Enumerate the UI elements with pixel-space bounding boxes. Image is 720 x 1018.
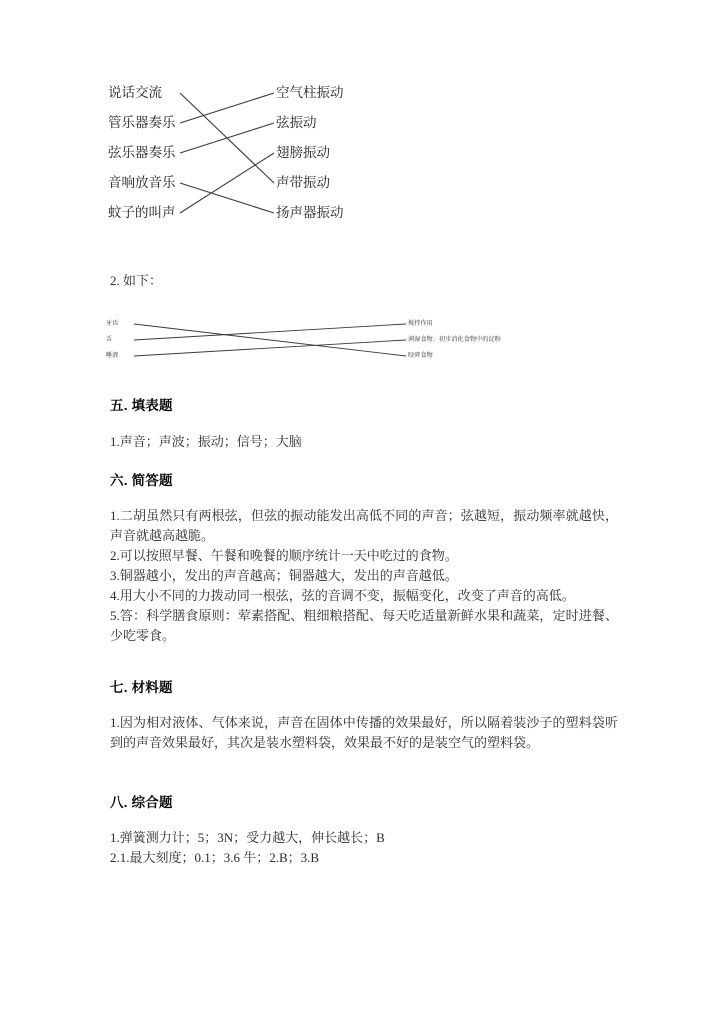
matching-right-column-1 (276, 78, 372, 228)
match1-left-item[interactable]: 弦乐器奏乐 (108, 145, 176, 160)
match1-right-item[interactable]: 扬声器振动 (276, 205, 344, 220)
match1-right-item[interactable]: 翅膀振动 (276, 145, 330, 160)
match1-left-item[interactable]: 管乐器奏乐 (108, 115, 176, 130)
matching-right-column-2 (408, 316, 638, 364)
section-body-jiandati (110, 506, 618, 646)
match1-left-item[interactable]: 说话交流 (108, 85, 162, 100)
match1-right-item[interactable]: 弦振动 (276, 115, 317, 130)
section-body-cailiaoti (110, 713, 618, 753)
section-heading-cailiaoti: 七. 材料题 (110, 680, 173, 695)
match2-right-item[interactable]: 润湿食物、初步消化食物中的淀粉 (408, 336, 501, 343)
matching-left-column-1 (108, 78, 204, 228)
section-body-zonghenti (110, 828, 618, 868)
matching-left-column-2 (106, 316, 140, 364)
answer-line: 3.铜器越小，发出的声音越高；铜器越大，发出的声音越低。 (110, 568, 458, 583)
section-heading-tianbiaoti: 五. 填表题 (110, 398, 173, 413)
answer-line: 4.用大小不同的力拨动同一根弦，弦的音调不变，振幅变化，改变了声音的高低。 (110, 588, 575, 603)
match1-left-item[interactable]: 蚊子的叫声 (108, 205, 176, 220)
subheading-ru-xia: 2. 如下： (110, 273, 163, 288)
match2-left-item[interactable]: 牙齿 (106, 320, 119, 327)
match-connector-line (134, 324, 406, 340)
answer-line: 5.答：科学膳食原则：荤素搭配、粗细粮搭配、每天吃适量新鲜水果和蔬菜，定时进餐、少吃零食。 (110, 608, 618, 643)
answer-line: 2.可以按照早餐、午餐和晚餐的顺序统计一天中吃过的食物。 (110, 548, 458, 563)
match2-right-item[interactable]: 搅拌作用 (408, 320, 433, 327)
matching-diagram-sound-sources (108, 78, 378, 234)
answer-line: 1.二胡虽然只有两根弦，但弦的振动能发出高低不同的声音；弦越短，振动频率就越快，声音就越高越脆。 (110, 508, 618, 543)
match-connector-line (134, 324, 406, 356)
match2-left-item[interactable]: 舌 (106, 336, 113, 343)
answer-line: 1.因为相对液体、气体来说，声音在固体中传播的效果最好，所以隔着装沙子的塑料袋听到的声音效果最好，其次是装水塑料袋，效果最不好的是装空气的塑料袋。 (110, 715, 618, 750)
match2-right-item[interactable]: 咬碎食物 (408, 352, 433, 359)
match-connector-line (134, 340, 406, 356)
section-body-tianbiaoti (110, 432, 618, 452)
matching-diagram-digestion (106, 316, 526, 366)
answer-line: 1.弹簧测力计；5；3N；受力越大，伸长越长；B (110, 830, 385, 845)
match1-right-item[interactable]: 声带振动 (276, 175, 330, 190)
match2-left-item[interactable]: 唾液 (106, 352, 119, 359)
section-heading-zonghenti: 八. 综合题 (110, 795, 173, 810)
section-heading-jiandati: 六. 简答题 (110, 473, 173, 488)
match1-right-item[interactable]: 空气柱振动 (276, 85, 344, 100)
answer-line: 1.声音；声波；振动；信号；大脑 (110, 434, 302, 449)
answer-line: 2.1.最大刻度；0.1；3.6 牛；2.B；3.B (110, 850, 320, 865)
match1-left-item[interactable]: 音响放音乐 (108, 175, 176, 190)
